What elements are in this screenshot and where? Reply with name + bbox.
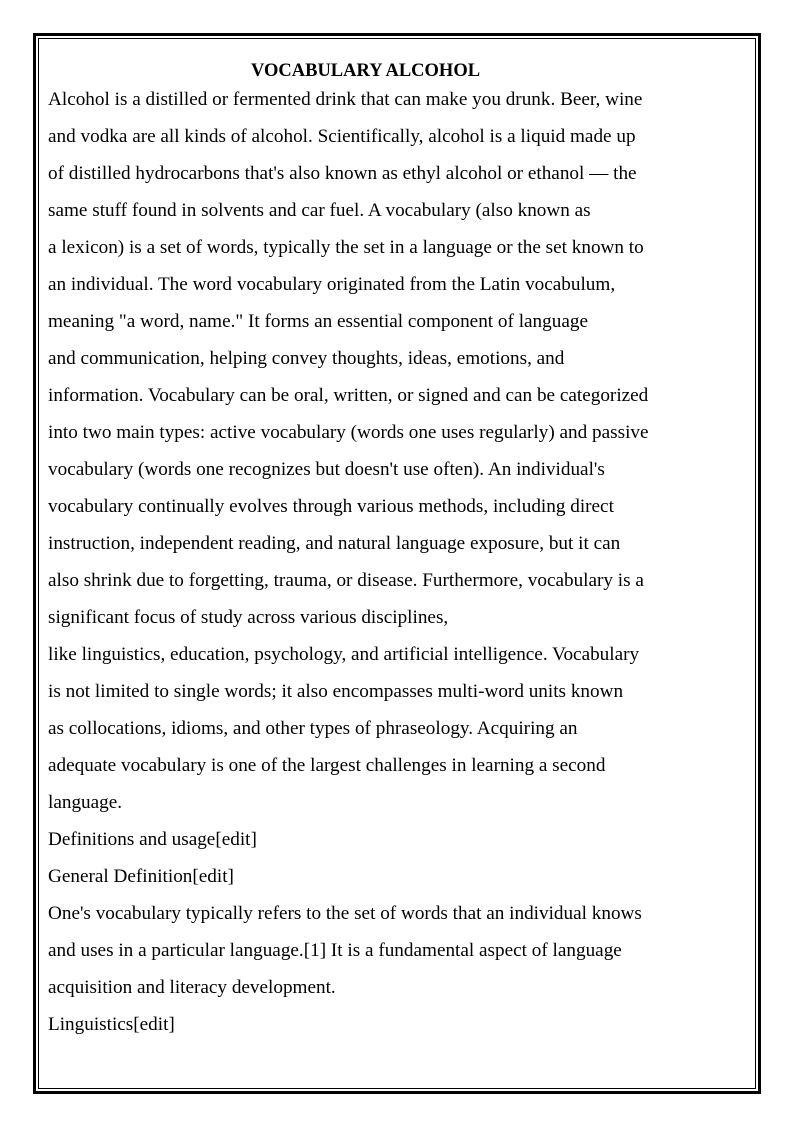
body-line: information. Vocabulary can be oral, written, or signed and can be categorized: [48, 385, 649, 406]
body-line: is not limited to single words; it also encompasses multi-word units known: [48, 681, 624, 702]
document-title: VOCABULARY ALCOHOL: [251, 61, 481, 81]
body-line: instruction, independent reading, and natural language exposure, but it can: [48, 533, 621, 554]
body-line: vocabulary (words one recognizes but doesn't use often). An individual's: [48, 459, 605, 480]
body-line: and uses in a particular language.[1] It is a fundamental aspect of language: [48, 940, 622, 961]
body-line: an individual. The word vocabulary originated from the Latin vocabulum,: [48, 274, 616, 295]
section-heading-linguistics: Linguistics[edit]: [48, 1014, 175, 1035]
document-body: [48, 81, 748, 1043]
body-line: also shrink due to forgetting, trauma, or disease. Furthermore, vocabulary is a: [48, 570, 644, 591]
section-heading-definitions: Definitions and usage[edit]: [48, 829, 257, 850]
document-content: [48, 58, 748, 1043]
body-line: adequate vocabulary is one of the largest challenges in learning a second: [48, 755, 606, 776]
body-line: same stuff found in solvents and car fuel. A vocabulary (also known as: [48, 200, 591, 221]
body-line: and vodka are all kinds of alcohol. Scientifically, alcohol is a liquid made up: [48, 126, 636, 147]
section-heading-general-definition: General Definition[edit]: [48, 866, 234, 887]
body-line: vocabulary continually evolves through various methods, including direct: [48, 496, 614, 517]
body-line: acquisition and literacy development.: [48, 977, 336, 998]
body-line: One's vocabulary typically refers to the set of words that an individual knows: [48, 903, 642, 924]
body-line: as collocations, idioms, and other types of phraseology. Acquiring an: [48, 718, 578, 739]
body-line: of distilled hydrocarbons that's also known as ethyl alcohol or ethanol — the: [48, 163, 637, 184]
body-line: Alcohol is a distilled or fermented drink that can make you drunk. Beer, wine: [48, 89, 643, 110]
body-line: meaning "a word, name." It forms an essential component of language: [48, 311, 588, 332]
body-line: significant focus of study across various disciplines,: [48, 607, 449, 628]
body-line: into two main types: active vocabulary (words one uses regularly) and passive: [48, 422, 649, 443]
body-line: and communication, helping convey thoughts, ideas, emotions, and: [48, 348, 565, 369]
body-line: language.: [48, 792, 123, 813]
body-line: like linguistics, education, psychology, and artificial intelligence. Vocabulary: [48, 644, 640, 665]
body-line: a lexicon) is a set of words, typically the set in a language or the set known to: [48, 237, 644, 258]
